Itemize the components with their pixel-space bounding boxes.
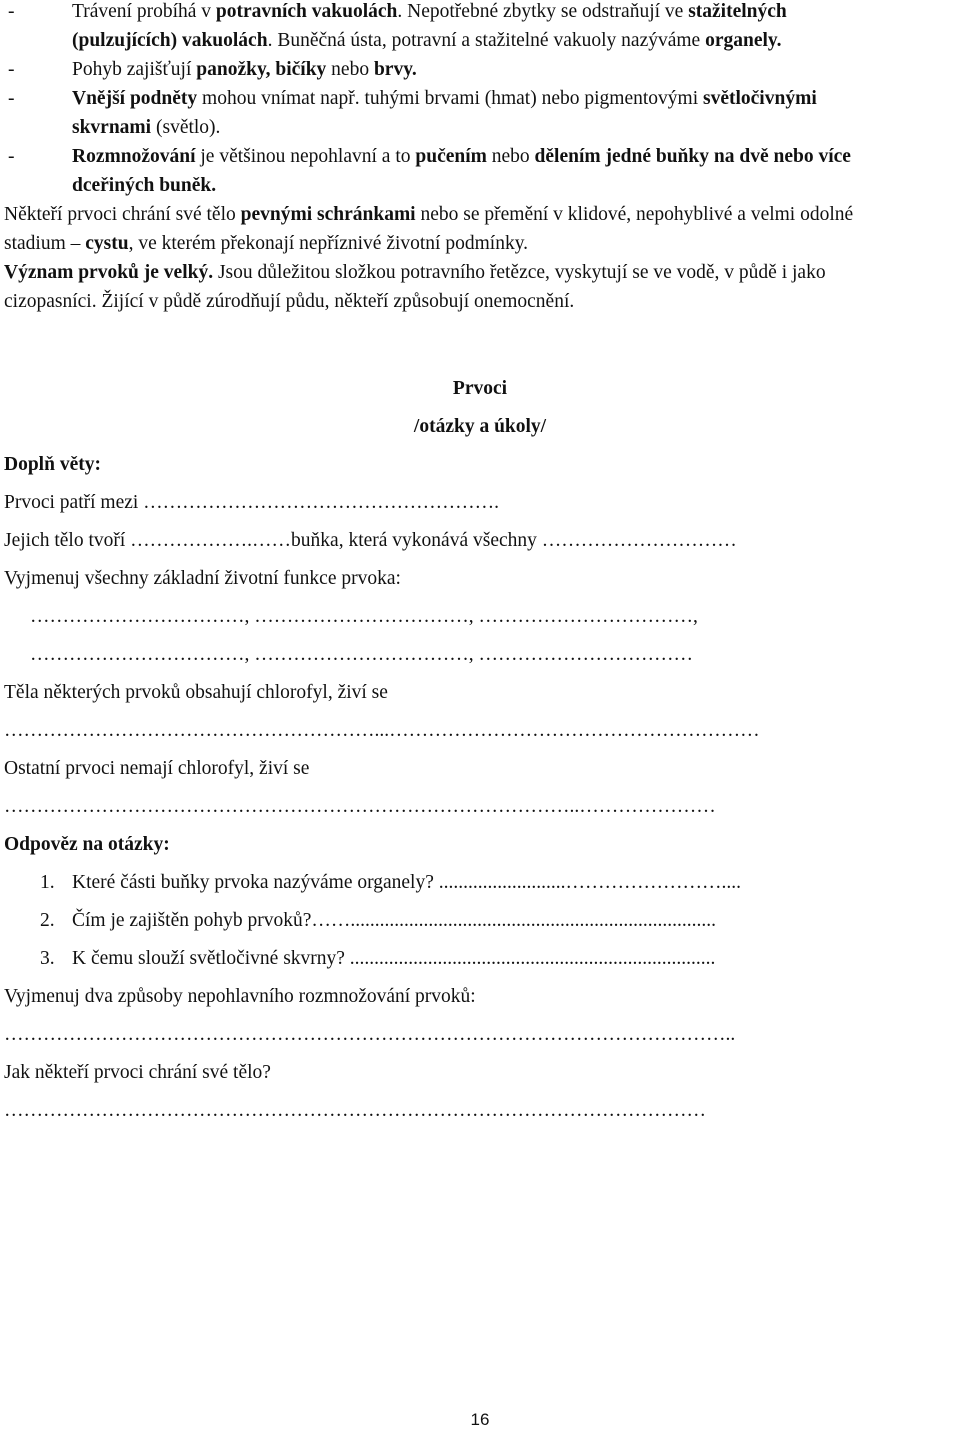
text: . Nepotřebné zbytky se odstraňují ve <box>397 1 689 22</box>
paragraph-protection-cont <box>4 232 956 256</box>
term: Vnější podněty <box>72 88 198 109</box>
term: dceřiných buněk. <box>72 175 217 196</box>
question-number: 1. <box>40 872 55 893</box>
fill-blank: ……………………………, ……………………………, …………………………… <box>30 644 693 665</box>
text: Trávení probíhá v <box>72 1 216 22</box>
term: dělením jedné buňky na dvě nebo více <box>534 146 851 167</box>
question-number: 2. <box>40 910 55 931</box>
term: světločivnými <box>703 88 817 109</box>
term: panožky, bičíky <box>196 59 327 80</box>
bullet-mark: - <box>8 59 15 80</box>
text: stadium – <box>4 233 86 254</box>
paragraph-protection <box>4 203 956 227</box>
fill-blank: ……………………………………………………………………………………………… <box>4 1100 706 1121</box>
fill-blank: ……………………………………………………………………………..………………… <box>4 796 716 817</box>
worksheet-subtitle: /otázky a úkoly/ <box>413 416 547 437</box>
text: , ve kterém překonají nepříznivé životní podmínky. <box>128 233 529 254</box>
paragraph-importance-cont <box>4 290 956 314</box>
fill-blank: ……………………………, ……………………………, ……………………………, <box>30 606 698 627</box>
reproduction-prompt: Vyjmenuj dva způsoby nepohlavního rozmnožování prvoků: <box>4 986 476 1007</box>
term: pučením <box>415 146 487 167</box>
page-number: 16 <box>470 1410 490 1429</box>
term: brvy. <box>373 59 417 80</box>
term: (pulzujících) vakuolách <box>72 30 268 51</box>
term: cystu <box>85 233 129 254</box>
question-text: Které části buňky prvoka nazýváme organely? ..........................…………………….... <box>72 872 741 893</box>
paragraph-importance <box>4 261 956 285</box>
bullet-mark: - <box>8 146 15 167</box>
term: Rozmnožování <box>72 146 196 167</box>
text: (světlo). <box>151 117 221 138</box>
text: Jsou důležitou složkou potravního řetězce, vyskytují se ve vodě, v půdě i jako <box>213 262 826 283</box>
fill-chlorophyll-prompt: Těla některých prvoků obsahují chlorofyl, živí se <box>4 682 388 703</box>
worksheet-title: Prvoci <box>452 378 508 399</box>
text: Někteří prvoci chrání své tělo <box>4 204 241 225</box>
bullet-mark: - <box>8 1 15 22</box>
text: . Buněčná ústa, potravní a stažitelné vakuoly nazýváme <box>267 30 706 51</box>
text: nebo <box>486 146 535 167</box>
text: Pohyb zajišťují <box>72 59 197 80</box>
fill-blank: ………………………………………………………………………………………………….. <box>4 1024 736 1045</box>
bullet-mark: - <box>8 88 15 109</box>
term: stažitelných <box>688 1 787 22</box>
fill-blank: …………………………………………………...………………………………………………… <box>4 720 760 741</box>
term: potravních vakuolách <box>215 1 398 22</box>
fill-functions-prompt: Vyjmenuj všechny základní životní funkce prvoka: <box>4 568 401 589</box>
text: je většinou nepohlavní a to <box>195 146 416 167</box>
term: organely. <box>705 30 782 51</box>
question-number: 3. <box>40 948 55 969</box>
text: mohou vnímat např. tuhými brvami (hmat) nebo pigmentovými <box>197 88 703 109</box>
text: cizopasníci. Žijící v půdě zúrodňují půdu, někteří způsobují onemocnění. <box>4 291 575 312</box>
text: nebo <box>326 59 374 80</box>
answer-heading: Odpověz na otázky: <box>4 834 170 855</box>
complete-heading: Doplň věty: <box>4 454 101 475</box>
question-text: Čím je zajištěn pohyb prvoků?……........................................................................... <box>72 910 716 931</box>
fill-classify: Prvoci patří mezi ………………………………………………. <box>4 492 500 513</box>
fill-other-prompt: Ostatní prvoci nemají chlorofyl, živí se <box>4 758 310 779</box>
fill-body: Jejich tělo tvoří ……………….……buňka, která vykonává všechny ………………………… <box>4 530 737 551</box>
protection-prompt: Jak někteří prvoci chrání své tělo? <box>4 1062 271 1083</box>
term: pevnými schránkami <box>240 204 416 225</box>
term: skvrnami <box>72 117 152 138</box>
text: nebo se přemění v klidové, nepohyblivé a velmi odolné <box>415 204 854 225</box>
question-text: K čemu slouží světločivné skvrny? ........................................................................... <box>72 948 716 969</box>
term: Význam prvoků je velký. <box>4 262 214 283</box>
